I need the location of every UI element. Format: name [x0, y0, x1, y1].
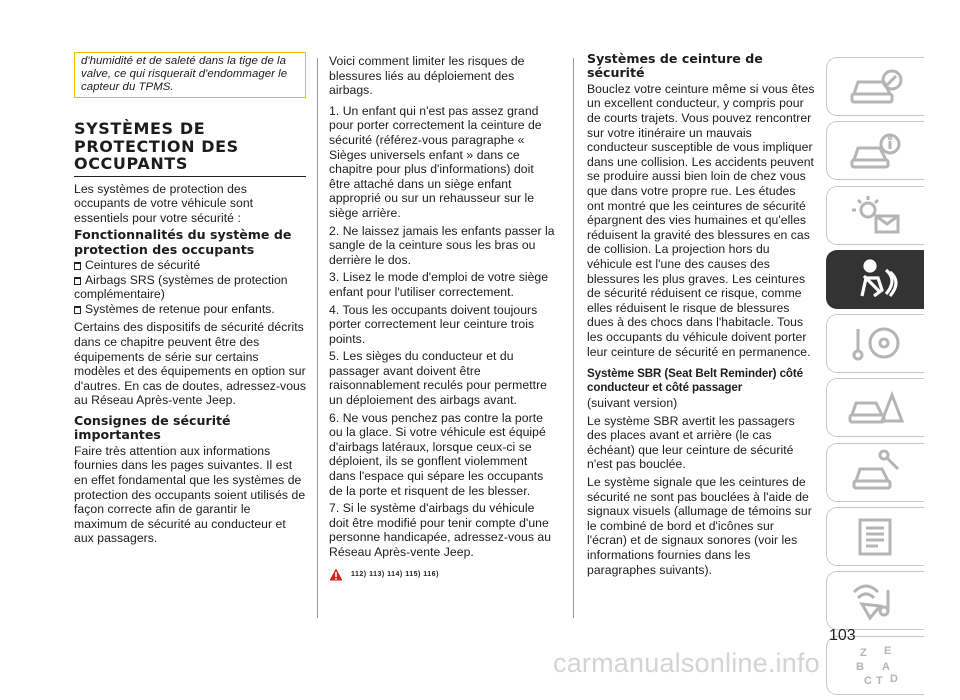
tab-multimedia[interactable] [826, 571, 924, 630]
car-info-icon [846, 128, 906, 174]
list-item: 6. Ne vous penchez pas contre la porte ou la glace. Si votre véhicule est équipé d'airbags latéraux, lorsque ceux-ci se déploient, ils se gonflent violemment dans l'espace qui sépare les occupants de la porte et risquent de les blesser. [329, 410, 546, 498]
subheading-safety: Consignes de sécurité importantes [74, 413, 231, 443]
svg-text:T: T [875, 675, 883, 688]
steering-key-icon [846, 321, 906, 367]
checkbox-bullet-icon [74, 262, 81, 270]
tab-emergency[interactable] [826, 378, 924, 437]
right-column [587, 52, 816, 580]
warning-references [329, 568, 555, 581]
list-item: 5. Les sièges du conducteur et du passager avant doivent être raisonnablement reculés pour permettre un déploiement des airbags avant. [329, 349, 548, 408]
seatbelt-heading: Systèmes de ceinture de sécurité [587, 51, 763, 81]
svg-text:E: E [883, 645, 891, 658]
index-letters-icon [846, 642, 906, 688]
car-emergency-icon [846, 385, 906, 431]
subheading-features: Fonctionnalités du système de protection des occupants [74, 227, 292, 257]
warning-triangle-icon [329, 568, 343, 581]
watermark: carmanualsonline.info [553, 648, 820, 678]
warning-refs-text: 112) 113) 114) 115) 116) [351, 570, 439, 578]
safety-paragraph: Faire très attention aux informations fournies dans les pages suivantes. Il est en effet fondamental que les systèmes de protection des occupants soient utilisés de façon correcte afin de garantir le maximum de sécurité au conducteur et aux passagers. [74, 443, 306, 546]
middle-column [329, 54, 555, 581]
left-column [74, 52, 306, 549]
wrench-car-icon [846, 449, 906, 495]
svg-text:A: A [881, 661, 890, 674]
svg-text:B: B [855, 661, 864, 674]
tab-safety[interactable] [826, 250, 924, 309]
seatbelt-paragraph: Bouclez votre ceinture même si vous êtes un excellent conducteur, y compris pour de courts trajets. Vous pouvez rencontrer sur votre itinéraire un mauvais conducteur susceptible de vous impliquer dans une collision. Les accidents peuvent se produire aussi bien loin de chez vous que dans votre propre rue. Les études ont montré que les ceintures de sécurité épargnent des vies humaines et qu'elles réduisent la gravité des blessures en cas de collision. La projection hors du véhicule est l'une des causes des blessures les plus graves. Les ceintures de sécurité réduisent ce risque, comme elles réduisent le risque de blessures dues à des chocs dans l'habitacle. Tous les occupants du véhicule doivent porter leur ceinture de sécurité en permanence. [587, 81, 815, 359]
list-item: 3. Lisez le mode d'emploi de votre siège enfant pour l'utiliser correctement. [329, 270, 549, 299]
note-text: d'humidité et de saleté dans la tige de la valve, ce qui risquerait d'endommager le capteur du TPMS. [81, 55, 288, 93]
equipment-paragraph: Certains des dispositifs de sécurité décrits dans ce chapitre peuvent être des équipements de série sur certains modèles et des équipements en option sur d'autres. En cas de doutes, adressez-vous au Réseau Après-vente Jeep. [74, 320, 307, 408]
tab-starting-driving[interactable] [826, 314, 924, 373]
checklist-icon [846, 514, 906, 560]
list-item: 2. Ne laissez jamais les enfants passer la sangle de la ceinture sous les bras ou derrière le dos. [329, 223, 555, 267]
sbr-paragraph: Le système SBR avertit les passagers des places avant et arrière (le cas échéant) que leur ceinture de sécurité n'est pas bouclée. [587, 413, 795, 472]
tab-warning-lights[interactable] [826, 186, 924, 245]
multimedia-icon [846, 578, 906, 624]
svg-text:D: D [889, 673, 898, 686]
list-item: 1. Un enfant qui n'est pas assez grand pour porter correctement la ceinture de sécurité (référez-vous paragraphe « Sièges universels enfant » dans ce chapitre pour plus d'informations) doit être attaché dans un siège enfant approprié ou sur un rehausseur sur le siège arrière. [329, 103, 542, 220]
bullet-text: Systèmes de retenue pour enfants. [85, 301, 275, 316]
bullet-item [74, 302, 306, 317]
bullet-text: Airbags SRS (systèmes de protection complémentaire) [74, 272, 288, 302]
section-heading: SYSTÈMES DE PROTECTION DES OCCUPANTS [74, 120, 306, 177]
sbr-subheading: Système SBR (Seat Belt Reminder) côté conducteur et côté passager [587, 367, 804, 394]
tab-servicing[interactable] [826, 443, 924, 502]
tab-technical-data[interactable] [826, 507, 924, 566]
tab-vehicle-info[interactable] [826, 121, 924, 180]
page-number: 103 [829, 627, 856, 644]
column-divider [573, 58, 574, 618]
column-divider [317, 58, 318, 618]
bullet-text: Ceintures de sécurité [85, 258, 201, 273]
svg-text:C: C [863, 675, 872, 688]
airbag-intro: Voici comment limiter les risques de blessures liés au déploiement des airbags. [329, 54, 525, 98]
checkbox-bullet-icon [74, 306, 81, 314]
note-box [74, 52, 306, 98]
checkbox-bullet-icon [74, 277, 81, 285]
list-item: 7. Si le système d'airbags du véhicule doit être modifié pour tenir compte d'une personne handicapée, adressez-vous au Réseau Après-vente Jeep. [329, 501, 552, 559]
chapter-tabs [826, 57, 926, 700]
list-item: 4. Tous les occupants doivent toujours porter correctement leur ceinture trois points. [329, 302, 538, 346]
version-note: (suivant version) [587, 396, 678, 411]
sbr-signal-paragraph: Le système signale que les ceintures de sécurité ne sont pas bouclées à l'aide de signaux visuels (allumage de témoins sur le combiné de bord et d'icônes sur l'écran) et de signaux sonores (voir les informations fournies dans les paragraphes suivants). [587, 475, 812, 577]
intro-paragraph: Les systèmes de protection des occupants de votre véhicule sont essentiels pour votre sécurité : [74, 181, 254, 225]
warning-lights-icon [846, 192, 906, 238]
bullet-item [74, 273, 306, 302]
bullet-item [74, 258, 306, 273]
tab-dashboard[interactable] [826, 57, 924, 116]
svg-text:Z: Z [859, 647, 867, 660]
airbag-seatbelt-icon [846, 256, 906, 302]
car-dashboard-icon [846, 64, 906, 110]
